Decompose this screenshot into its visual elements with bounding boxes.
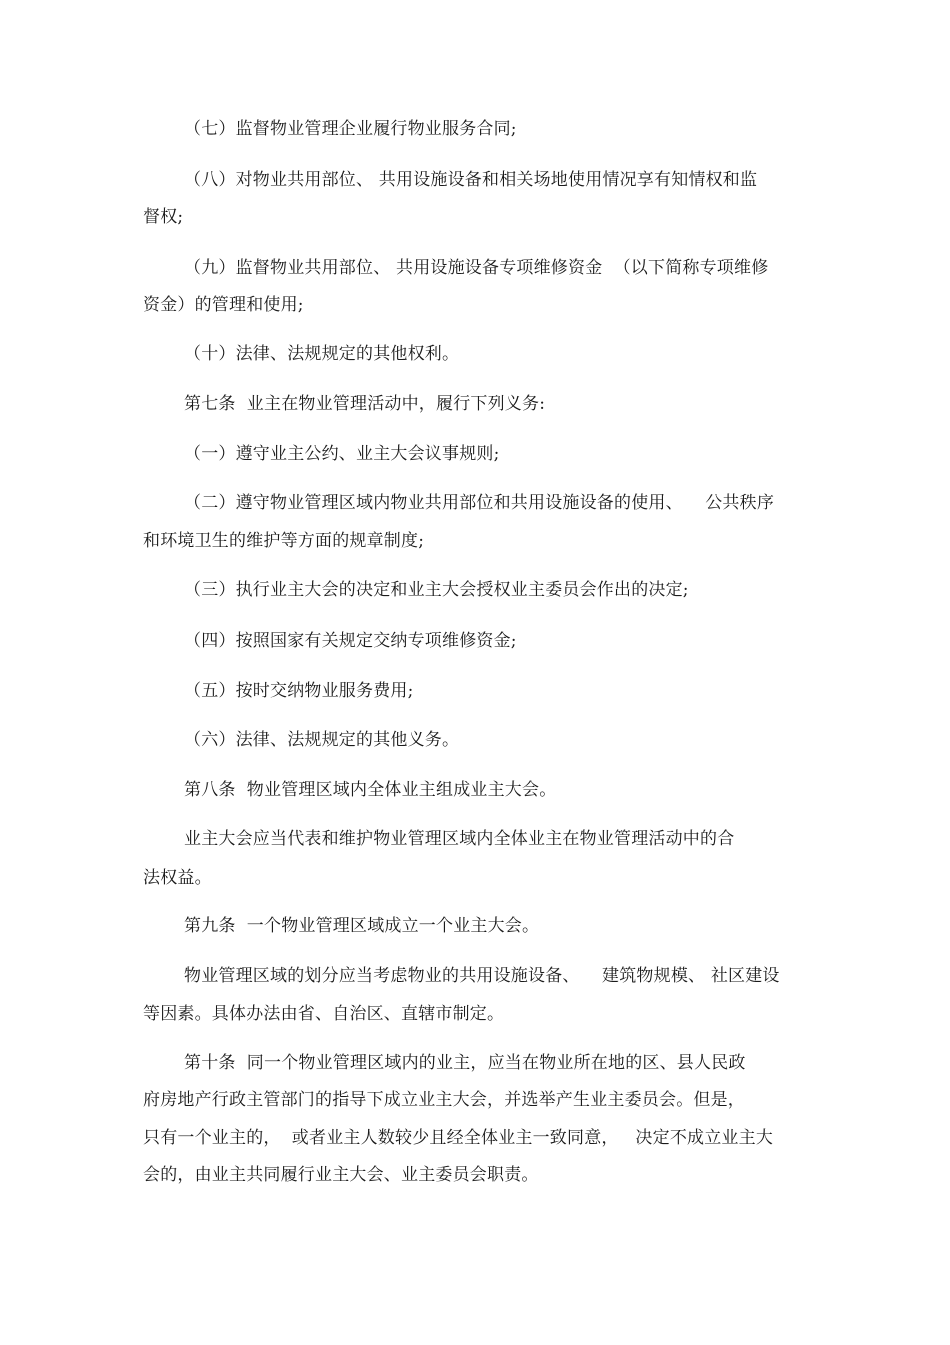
text-line: （十）法律、法规规定的其他权利。 xyxy=(184,344,460,364)
text-line: （一）遵守业主公约、业主大会议事规则; xyxy=(184,444,500,464)
text-line: 督权; xyxy=(143,207,184,227)
text-line: （七）监督物业管理企业履行物业服务合同; xyxy=(184,119,517,139)
text-line: 府房地产行政主管部门的指导下成立业主大会，并选举产生业主委员会。但是， xyxy=(143,1090,745,1110)
text-line: （四）按照国家有关规定交纳专项维修资金; xyxy=(184,631,517,651)
text-line: 会的，由业主共同履行业主大会、业主委员会职责。 xyxy=(143,1165,539,1185)
text-line: 法权益。 xyxy=(143,868,212,888)
text-line: 只有一个业主的， 或者业主人数较少且经全体业主一致同意， 决定不成立业主大 xyxy=(143,1128,774,1148)
text-line: 第九条 一个物业管理区域成立一个业主大会。 xyxy=(184,916,540,936)
text-line: 等因素。具体办法由省、自治区、直辖市制定。 xyxy=(143,1004,505,1024)
text-line: （九）监督物业共用部位、 共用设施设备专项维修资金 （以下简称专项维修 xyxy=(184,258,769,278)
text-line: （三）执行业主大会的决定和业主大会授权业主委员会作出的决定; xyxy=(184,580,689,600)
text-line: 第七条 业主在物业管理活动中，履行下列义务: xyxy=(184,394,546,414)
text-line: 和环境卫生的维护等方面的规章制度; xyxy=(143,531,425,551)
text-line: （八）对物业共用部位、 共用设施设备和相关场地使用情况享有知情权和监 xyxy=(184,170,758,190)
text-line: 第十条 同一个物业管理区域内的业主，应当在物业所在地的区、县人民政 xyxy=(184,1053,746,1073)
text-line: （二）遵守物业管理区域内物业共用部位和共用设施设备的使用、 公共秩序 xyxy=(184,493,775,513)
text-line: 资金）的管理和使用; xyxy=(143,295,304,315)
text-line: 物业管理区域的划分应当考虑物业的共用设施设备、 建筑物规模、 社区建设 xyxy=(184,966,780,986)
text-line: 业主大会应当代表和维护物业管理区域内全体业主在物业管理活动中的合 xyxy=(184,829,735,849)
text-line: （五）按时交纳物业服务费用; xyxy=(184,681,414,701)
text-line: （六）法律、法规规定的其他义务。 xyxy=(184,730,460,750)
text-line: 第八条 物业管理区域内全体业主组成业主大会。 xyxy=(184,780,557,800)
